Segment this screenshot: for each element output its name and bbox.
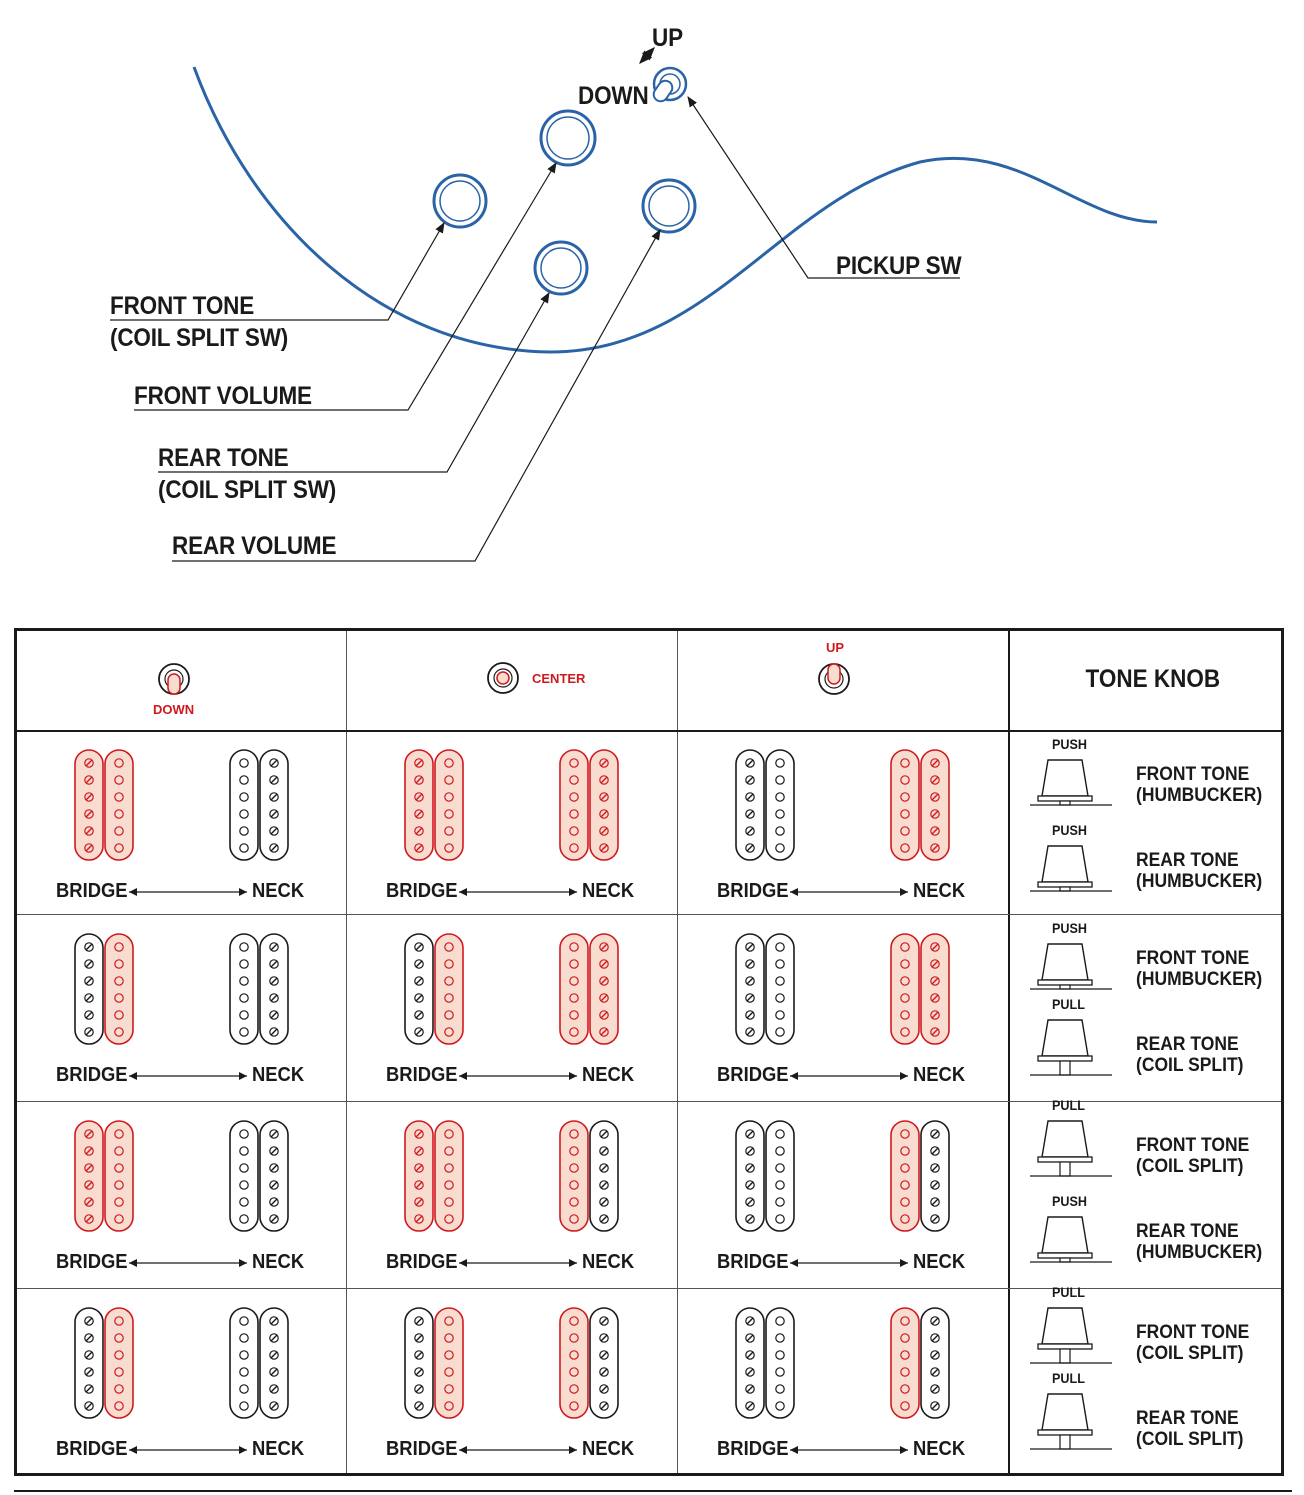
pickup-cell: [678, 916, 1008, 1101]
active-coil: [105, 1121, 133, 1231]
active-coil: [405, 1121, 433, 1231]
front-volume-label: FRONT VOLUME: [134, 382, 312, 410]
knob-action-label: PUSH: [1052, 1193, 1088, 1209]
switch-up-label: UP: [652, 24, 683, 52]
knob-pulled-icon: [1030, 1308, 1112, 1363]
active-coil: [560, 1121, 588, 1231]
active-coil: [921, 750, 949, 860]
knob-action-label: PUSH: [1052, 822, 1088, 838]
arrow-head: [459, 1446, 467, 1454]
pickup-cell: [678, 1103, 1008, 1288]
active-coil: [590, 750, 618, 860]
front-tone-knob-icon[interactable]: [434, 175, 486, 227]
active-coil: [435, 1121, 463, 1231]
knob-action-label: PULL: [1052, 1370, 1085, 1386]
knob-description: REAR TONE (HUMBUCKER): [1136, 850, 1263, 892]
inactive-coil: [590, 1308, 618, 1418]
front-volume-knob-icon[interactable]: [541, 111, 595, 165]
knob-description: REAR TONE (COIL SPLIT): [1136, 1034, 1244, 1076]
neck-label: NECK: [913, 1064, 966, 1086]
bridge-label: BRIDGE: [56, 1251, 128, 1273]
knob-description: FRONT TONE (COIL SPLIT): [1136, 1322, 1250, 1364]
inactive-coil: [260, 1308, 288, 1418]
neck-label: NECK: [252, 1438, 305, 1460]
pickup-switch-label: PICKUP SW: [836, 252, 962, 280]
arrow-head: [459, 888, 467, 896]
knob-pulled-icon: [1030, 1394, 1112, 1449]
active-coil: [105, 750, 133, 860]
knob-pulled-icon: [1030, 1020, 1112, 1075]
arrow-head: [900, 1072, 908, 1080]
pickup-cell: [17, 1103, 347, 1288]
inactive-coil: [260, 750, 288, 860]
active-coil: [891, 1308, 919, 1418]
knob-action-label: PUSH: [1052, 736, 1088, 752]
neck-label: NECK: [582, 1064, 635, 1086]
arrow-head: [569, 888, 577, 896]
knob-description: FRONT TONE (HUMBUCKER): [1136, 764, 1263, 806]
bridge-label: BRIDGE: [717, 1064, 789, 1086]
inactive-coil: [75, 934, 103, 1044]
neck-label: NECK: [582, 1251, 635, 1273]
arrow-head: [239, 1446, 247, 1454]
rear-volume-label: REAR VOLUME: [172, 532, 337, 560]
arrow-head: [900, 1446, 908, 1454]
active-coil: [590, 934, 618, 1044]
inactive-coil: [260, 1121, 288, 1231]
pickup-cell: [347, 1290, 677, 1473]
knob-description: REAR TONE (HUMBUCKER): [1136, 1221, 1263, 1263]
tone-knob-cell: [1010, 732, 1281, 914]
neck-label: NECK: [252, 1064, 305, 1086]
knob-pulled-icon: [1030, 1121, 1112, 1176]
knob-pushed-icon: [1030, 846, 1112, 891]
inactive-coil: [260, 934, 288, 1044]
bottom-rule: [14, 1490, 1292, 1492]
pickup-cell: [17, 1290, 347, 1473]
active-coil: [75, 1121, 103, 1231]
knob-action-label: PULL: [1052, 996, 1085, 1012]
tone-knob-cell: [1010, 916, 1281, 1101]
arrow-head: [790, 1072, 798, 1080]
position-label-up: UP: [826, 640, 845, 655]
active-coil: [105, 934, 133, 1044]
inactive-coil: [766, 1308, 794, 1418]
knob-pushed-icon: [1030, 1217, 1112, 1262]
neck-label: NECK: [252, 880, 305, 902]
knob-description: FRONT TONE (COIL SPLIT): [1136, 1135, 1250, 1177]
table-body: [17, 631, 1281, 1473]
position-label-center: CENTER: [532, 671, 586, 686]
arrow-head: [129, 888, 137, 896]
rear-tone-knob-icon[interactable]: [535, 242, 587, 294]
inactive-coil: [921, 1308, 949, 1418]
front-volume-leader: [134, 163, 556, 410]
inactive-coil: [230, 934, 258, 1044]
arrow-head: [569, 1072, 577, 1080]
tone-knob-header: TONE KNOB: [1085, 665, 1221, 693]
bridge-label: BRIDGE: [386, 1064, 458, 1086]
inactive-coil: [230, 750, 258, 860]
front-tone-label-line1: FRONT TONE: [110, 292, 255, 320]
arrow-head: [459, 1072, 467, 1080]
tone-knob-cell: [1010, 1284, 1281, 1473]
bridge-label: BRIDGE: [56, 1438, 128, 1460]
pickup-cell: [347, 732, 677, 914]
inactive-coil: [230, 1308, 258, 1418]
active-coil: [435, 1308, 463, 1418]
neck-label: NECK: [582, 880, 635, 902]
rear-tone-label-line2: (COIL SPLIT SW): [158, 476, 337, 504]
pickup-cell: [347, 916, 677, 1101]
knob-pushed-icon: [1030, 944, 1112, 989]
neck-label: NECK: [913, 1438, 966, 1460]
bridge-label: BRIDGE: [56, 1064, 128, 1086]
knob-action-label: PULL: [1052, 1097, 1085, 1113]
active-coil: [921, 934, 949, 1044]
bridge-label: BRIDGE: [386, 1438, 458, 1460]
inactive-coil: [921, 1121, 949, 1231]
active-coil: [75, 750, 103, 860]
arrow-head: [900, 888, 908, 896]
rear-tone-label-line1: REAR TONE: [158, 444, 289, 472]
active-coil: [105, 1308, 133, 1418]
neck-label: NECK: [913, 880, 966, 902]
arrow-head: [129, 1259, 137, 1267]
bridge-label: BRIDGE: [386, 1251, 458, 1273]
bridge-label: BRIDGE: [56, 880, 128, 902]
knob-description: REAR TONE (COIL SPLIT): [1136, 1408, 1244, 1450]
inactive-coil: [590, 1121, 618, 1231]
active-coil: [891, 750, 919, 860]
tone-knob-cell: [1010, 1097, 1281, 1288]
arrow-head: [790, 1446, 798, 1454]
neck-label: NECK: [913, 1251, 966, 1273]
knob-pushed-icon: [1030, 760, 1112, 805]
arrow-head: [900, 1259, 908, 1267]
neck-label: NECK: [252, 1251, 305, 1273]
active-coil: [435, 750, 463, 860]
active-coil: [891, 934, 919, 1044]
pickup-switch-leader: [688, 97, 960, 278]
pickup-switch-icon[interactable]: [651, 68, 686, 104]
arrow-head: [569, 1259, 577, 1267]
arrow-head: [239, 1259, 247, 1267]
arrow-head: [239, 1072, 247, 1080]
front-tone-label-line2: (COIL SPLIT SW): [110, 324, 289, 352]
inactive-coil: [766, 750, 794, 860]
inactive-coil: [736, 1308, 764, 1418]
inactive-coil: [75, 1308, 103, 1418]
bridge-label: BRIDGE: [717, 1438, 789, 1460]
inactive-coil: [736, 1121, 764, 1231]
front-tone-label: [110, 292, 288, 352]
bridge-label: BRIDGE: [386, 880, 458, 902]
rear-volume-knob-icon[interactable]: [643, 180, 695, 232]
active-coil: [560, 934, 588, 1044]
active-coil: [435, 934, 463, 1044]
inactive-coil: [405, 1308, 433, 1418]
active-coil: [891, 1121, 919, 1231]
arrow-head: [129, 1072, 137, 1080]
arrow-head: [239, 888, 247, 896]
pickup-switching-table: [14, 628, 1284, 1476]
neck-label: NECK: [582, 1438, 635, 1460]
knob-description: FRONT TONE (HUMBUCKER): [1136, 948, 1263, 990]
pickup-cell: [17, 916, 347, 1101]
arrow-head: [129, 1446, 137, 1454]
rear-tone-label: [158, 444, 336, 504]
inactive-coil: [230, 1121, 258, 1231]
active-coil: [560, 1308, 588, 1418]
arrow-head: [790, 1259, 798, 1267]
pickup-cell: [678, 732, 1008, 914]
inactive-coil: [766, 934, 794, 1044]
pickup-cell: [678, 1290, 1008, 1473]
bridge-label: BRIDGE: [717, 1251, 789, 1273]
inactive-coil: [405, 934, 433, 1044]
arrow-head: [569, 1446, 577, 1454]
bridge-label: BRIDGE: [717, 880, 789, 902]
active-coil: [560, 750, 588, 860]
position-label-down: DOWN: [153, 702, 195, 717]
switch-down-label: DOWN: [578, 82, 649, 110]
knob-action-label: PUSH: [1052, 920, 1088, 936]
inactive-coil: [736, 750, 764, 860]
arrow-head: [459, 1259, 467, 1267]
inactive-coil: [766, 1121, 794, 1231]
pickup-cell: [347, 1103, 677, 1288]
active-coil: [405, 750, 433, 860]
pickup-cell: [17, 732, 347, 914]
arrow-head: [790, 888, 798, 896]
inactive-coil: [736, 934, 764, 1044]
knob-action-label: PULL: [1052, 1284, 1085, 1300]
